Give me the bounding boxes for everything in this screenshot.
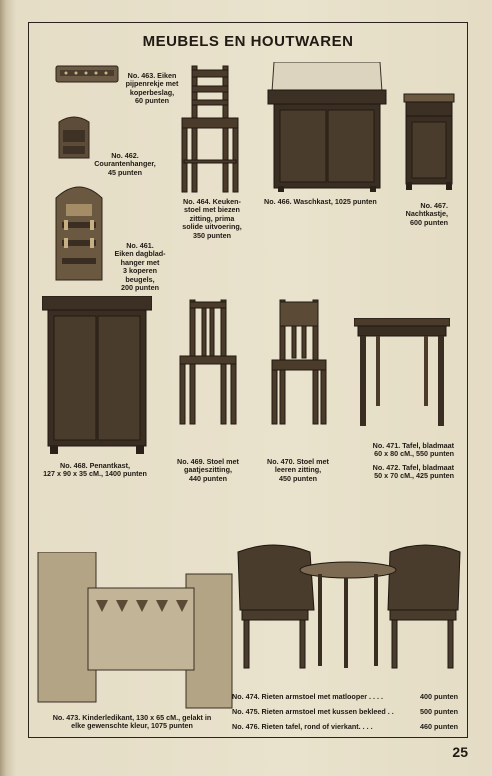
price-row-label: No. 475. Rieten armstoel met kussen bekleed . . — [232, 707, 394, 716]
caption-464: No. 464. Keuken- stoel met biezen zitting, prima solide uitvoering, 350 punten — [182, 197, 242, 240]
page-number: 25 — [452, 744, 468, 760]
nightstand-image — [402, 92, 456, 190]
pipe-rack-image — [54, 62, 120, 86]
daily-paper-hanger-image — [52, 176, 106, 282]
caption-471: No. 471. Tafel, bladmaat 60 x 80 cM., 550 punten — [372, 441, 454, 459]
price-row-points: 460 punten — [420, 722, 458, 731]
price-row-label: No. 474. Rieten armstoel met matlooper . . . . — [232, 692, 383, 701]
caption-463: No. 463. Eiken pijpenrekje met koperbeslag, 60 punten — [125, 71, 179, 106]
crib-image — [36, 552, 234, 710]
page-title: MEUBELS EN HOUTWAREN — [142, 33, 354, 50]
chair-469-image — [178, 298, 238, 426]
price-row-points: 500 punten — [420, 707, 458, 716]
price-row-points: 400 punten — [420, 692, 458, 701]
kitchen-chair-image — [178, 64, 242, 194]
caption-468: No. 468. Penantkast, 127 x 90 x 35 cM., 1400 punten — [43, 461, 147, 479]
caption-461: No. 461. Eiken dagblad- hanger met 3 koperen beugels, 200 punten — [114, 241, 166, 293]
caption-473: No. 473. Kinderledikant, 130 x 65 cM., gelakt in elke gewenschte kleur, 1075 punten — [52, 713, 212, 731]
caption-470: No. 470. Stoel met leeren zitting, 450 punten — [267, 457, 329, 483]
table-image — [354, 318, 450, 426]
washstand-image — [266, 62, 388, 192]
caption-466: No. 466. Waschkast, 1025 punten — [264, 197, 377, 206]
price-row-476 — [232, 722, 458, 731]
caption-462: No. 462. Courantenhanger, 45 punten — [94, 151, 156, 177]
price-row-475 — [232, 707, 458, 716]
price-row-label: No. 476. Rieten tafel, rond of vierkant. . . . — [232, 722, 373, 731]
wardrobe-image — [42, 296, 152, 454]
caption-467: No. 467. Nachtkastje, 600 punten — [405, 201, 448, 227]
caption-469: No. 469. Stoel met gaatjeszitting, 440 punten — [177, 457, 239, 483]
chair-470-image — [270, 298, 328, 426]
wicker-set-image — [234, 538, 464, 672]
price-row-474 — [232, 692, 458, 701]
caption-472: No. 472. Tafel, bladmaat 50 x 70 cM., 425 punten — [372, 463, 454, 481]
